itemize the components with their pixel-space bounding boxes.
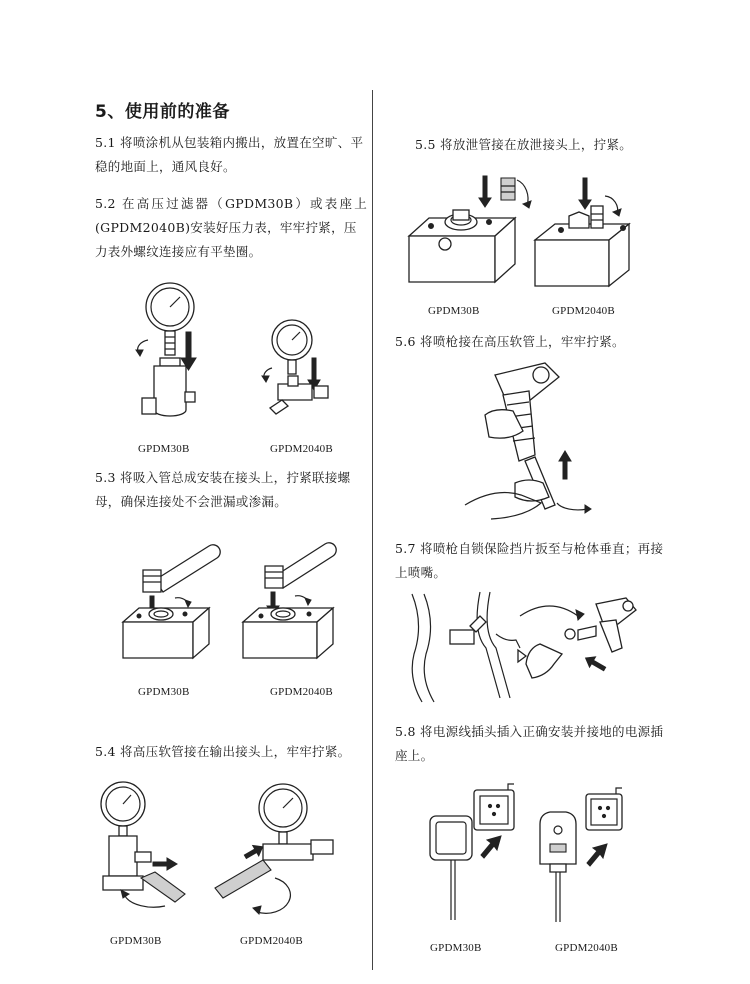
step-5-2-line2: (GPDM2040B)安装好压力表，牢牢拧紧，压力表外螺纹连接应有平垫圈。 bbox=[95, 220, 357, 259]
column-divider bbox=[372, 90, 373, 970]
figure-5-6-gun-install bbox=[455, 355, 635, 535]
caption-5-8-left: GPDM30B bbox=[430, 942, 482, 954]
step-5-4: 5.4 将高压软管接在输出接头上，牢牢拧紧。 bbox=[95, 744, 351, 759]
pump-block-gpdm30b bbox=[123, 608, 209, 658]
gun-safety-lever-closeup bbox=[412, 592, 520, 702]
up-arrow-icon bbox=[559, 451, 571, 479]
caption-5-5-right: GPDM2040B bbox=[552, 305, 615, 317]
up-right-arrow-icon bbox=[481, 836, 501, 858]
step-5-1: 5.1 将喷涂机从包装箱内搬出，放置在空旷、平稳的地面上，通风良好。 bbox=[95, 135, 364, 174]
caption-5-5-left: GPDM30B bbox=[428, 305, 480, 317]
plug-gpdm30b bbox=[430, 816, 501, 920]
step-5-2-line1: 5.2 在高压过滤器（GPDM30B）或表座上 bbox=[95, 196, 367, 211]
caption-5-3-left: GPDM30B bbox=[138, 686, 190, 698]
step-5-3: 5.3 将吸入管总成安装在接头上，拧紧联接螺母，确保连接处不会泄漏或渗漏。 bbox=[95, 470, 351, 509]
step-5-8: 5.8 将电源线插头插入正确安装并接地的电源插座上。 bbox=[395, 724, 664, 763]
caption-5-3-right: GPDM2040B bbox=[270, 686, 333, 698]
figure-5-7-nozzle-install bbox=[410, 590, 655, 705]
caption-5-4-right: GPDM2040B bbox=[240, 935, 303, 947]
gauge-gpdm30b bbox=[136, 283, 194, 356]
gauge-stand-gpdm2040b bbox=[215, 784, 333, 914]
down-arrow-icon bbox=[479, 176, 491, 207]
figure-5-3-suction-install bbox=[115, 530, 355, 670]
figure-5-5-drain-install bbox=[405, 160, 660, 300]
wall-socket-gpdm2040b bbox=[586, 788, 622, 830]
up-right-arrow-icon bbox=[242, 842, 265, 862]
up-right-arrow-icon bbox=[587, 844, 607, 866]
figure-5-8-power-plug bbox=[418, 780, 648, 935]
step-5-6: 5.6 将喷枪接在高压软管上，牢牢拧紧。 bbox=[395, 334, 625, 349]
arrow-icon bbox=[583, 653, 608, 674]
right-arrow-icon bbox=[153, 858, 177, 870]
filter-with-gauge-gpdm30b bbox=[101, 782, 185, 907]
caption-5-4-left: GPDM30B bbox=[110, 935, 162, 947]
pump-block-gpdm30b bbox=[409, 176, 531, 282]
figure-5-2-gauge-install bbox=[110, 280, 360, 430]
down-arrow-icon bbox=[181, 332, 196, 370]
caption-5-2-right: GPDM2040B bbox=[270, 443, 333, 455]
step-5-7: 5.7 将喷枪自锁保险挡片扳至与枪体垂直；再接上喷嘴。 bbox=[395, 541, 664, 580]
down-arrow-icon bbox=[579, 178, 591, 209]
curved-arrow-icon bbox=[576, 610, 584, 620]
pump-block-gpdm2040b bbox=[535, 178, 629, 286]
caption-5-2-left: GPDM30B bbox=[138, 443, 190, 455]
figure-5-4-hose-install bbox=[95, 778, 360, 928]
caption-5-8-right: GPDM2040B bbox=[555, 942, 618, 954]
step-5-5: 5.5 将放泄管接在放泄接头上，拧紧。 bbox=[415, 137, 633, 152]
suction-tube-gpdm2040b bbox=[265, 543, 336, 615]
gauge-gpdm2040b bbox=[262, 320, 328, 414]
pump-block-gpdm2040b bbox=[243, 608, 333, 658]
wall-socket-gpdm30b bbox=[474, 784, 514, 830]
section-title: 5、使用前的准备 bbox=[95, 102, 230, 122]
